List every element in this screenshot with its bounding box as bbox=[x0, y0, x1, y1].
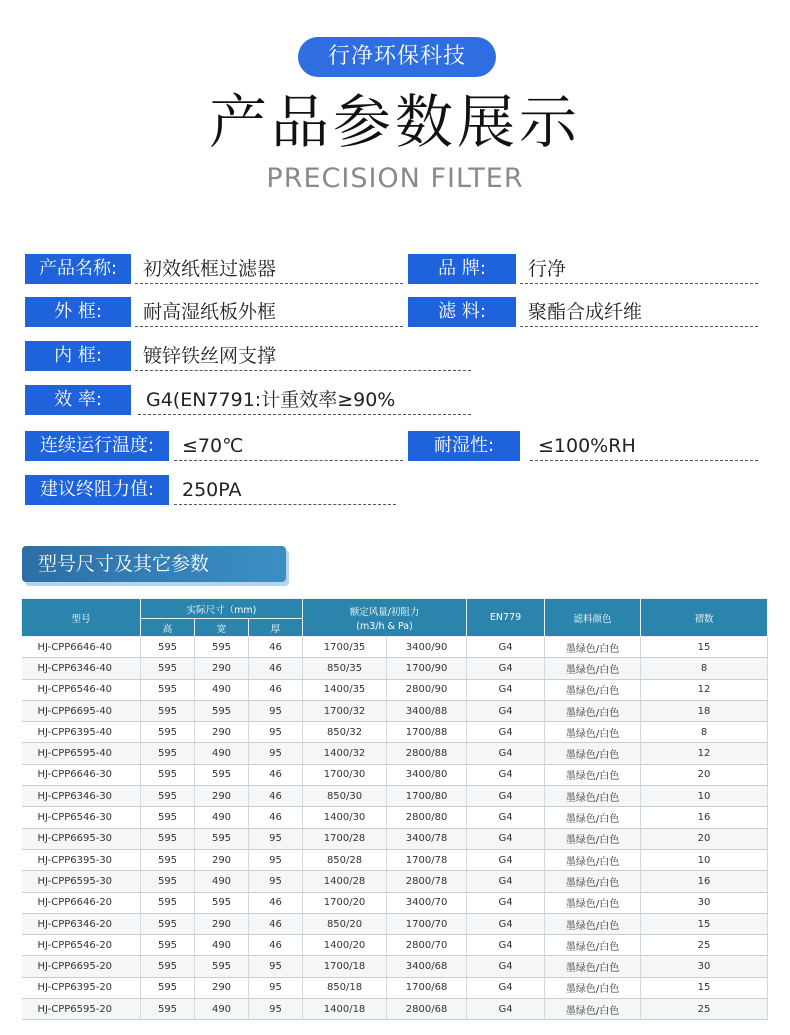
cell-en779: G4 bbox=[467, 764, 545, 785]
cell-height: 595 bbox=[141, 679, 195, 700]
cell-en779: G4 bbox=[467, 743, 545, 764]
cell-width: 290 bbox=[195, 913, 249, 934]
cell-media-color: 墨绿色/白色 bbox=[545, 999, 641, 1020]
cell-media-color: 墨绿色/白色 bbox=[545, 807, 641, 828]
header-model: 型号 bbox=[22, 599, 141, 637]
cell-en779: G4 bbox=[467, 679, 545, 700]
cell-rated-airflow: 1400/18 bbox=[303, 999, 387, 1020]
cell-width: 290 bbox=[195, 977, 249, 998]
cell-en779: G4 bbox=[467, 700, 545, 721]
spec-value-inner: 镀锌铁丝网支撑 bbox=[135, 341, 471, 371]
cell-media-color: 墨绿色/白色 bbox=[545, 956, 641, 977]
cell-pleats: 12 bbox=[641, 743, 768, 764]
cell-width: 595 bbox=[195, 956, 249, 977]
cell-en779: G4 bbox=[467, 999, 545, 1020]
cell-final-airflow: 3400/78 bbox=[387, 828, 467, 849]
table-row bbox=[22, 871, 768, 892]
cell-width: 290 bbox=[195, 658, 249, 679]
cell-depth: 46 bbox=[249, 892, 303, 913]
cell-media-color: 墨绿色/白色 bbox=[545, 828, 641, 849]
cell-pleats: 20 bbox=[641, 828, 768, 849]
cell-height: 595 bbox=[141, 637, 195, 658]
cell-rated-airflow: 1700/28 bbox=[303, 828, 387, 849]
cell-height: 595 bbox=[141, 658, 195, 679]
spec-value-humidity: ≤100%RH bbox=[530, 431, 758, 461]
cell-media-color: 墨绿色/白色 bbox=[545, 764, 641, 785]
header-airflow bbox=[303, 599, 467, 637]
cell-height: 595 bbox=[141, 828, 195, 849]
cell-final-airflow: 2800/78 bbox=[387, 871, 467, 892]
cell-media-color: 墨绿色/白色 bbox=[545, 913, 641, 934]
cell-model: HJ-CPP6346-40 bbox=[22, 658, 141, 679]
table-row bbox=[22, 892, 768, 913]
header-width: 宽 bbox=[195, 619, 249, 637]
cell-rated-airflow: 1700/20 bbox=[303, 892, 387, 913]
cell-pleats: 10 bbox=[641, 786, 768, 807]
cell-en779: G4 bbox=[467, 935, 545, 956]
spec-label-brand: 品 牌: bbox=[408, 254, 516, 284]
section-title: 型号尺寸及其它参数 bbox=[22, 546, 286, 582]
cell-height: 595 bbox=[141, 764, 195, 785]
cell-pleats: 30 bbox=[641, 956, 768, 977]
cell-depth: 46 bbox=[249, 786, 303, 807]
cell-height: 595 bbox=[141, 999, 195, 1020]
spec-value-temperature: ≤70℃ bbox=[174, 431, 403, 461]
cell-en779: G4 bbox=[467, 892, 545, 913]
cell-width: 595 bbox=[195, 637, 249, 658]
cell-en779: G4 bbox=[467, 956, 545, 977]
cell-depth: 46 bbox=[249, 637, 303, 658]
cell-width: 490 bbox=[195, 679, 249, 700]
cell-pleats: 16 bbox=[641, 807, 768, 828]
cell-rated-airflow: 1700/18 bbox=[303, 956, 387, 977]
table-row bbox=[22, 828, 768, 849]
header-airflow-title: 额定风量/初阻力 bbox=[349, 606, 420, 618]
spec-label-name: 产品名称: bbox=[25, 254, 131, 284]
spec-value-brand: 行净 bbox=[520, 254, 758, 284]
cell-height: 595 bbox=[141, 722, 195, 743]
cell-final-airflow: 1700/88 bbox=[387, 722, 467, 743]
cell-height: 595 bbox=[141, 935, 195, 956]
spec-label-humidity: 耐湿性: bbox=[408, 431, 520, 461]
table-row bbox=[22, 999, 768, 1020]
cell-media-color: 墨绿色/白色 bbox=[545, 679, 641, 700]
cell-pleats: 25 bbox=[641, 999, 768, 1020]
spec-label-temperature: 连续运行温度: bbox=[25, 431, 169, 461]
cell-final-airflow: 3400/70 bbox=[387, 892, 467, 913]
cell-en779: G4 bbox=[467, 807, 545, 828]
cell-media-color: 墨绿色/白色 bbox=[545, 849, 641, 870]
cell-en779: G4 bbox=[467, 658, 545, 679]
cell-width: 595 bbox=[195, 892, 249, 913]
cell-width: 290 bbox=[195, 786, 249, 807]
table-row bbox=[22, 743, 768, 764]
cell-width: 290 bbox=[195, 722, 249, 743]
cell-en779: G4 bbox=[467, 828, 545, 849]
cell-depth: 95 bbox=[249, 700, 303, 721]
cell-en779: G4 bbox=[467, 913, 545, 934]
cell-width: 490 bbox=[195, 807, 249, 828]
table-row bbox=[22, 722, 768, 743]
cell-rated-airflow: 850/35 bbox=[303, 658, 387, 679]
spec-value-media: 聚酯合成纤维 bbox=[520, 297, 758, 327]
table-row bbox=[22, 700, 768, 721]
cell-height: 595 bbox=[141, 977, 195, 998]
cell-en779: G4 bbox=[467, 722, 545, 743]
table-row bbox=[22, 786, 768, 807]
cell-pleats: 16 bbox=[641, 871, 768, 892]
header-media-color: 滤料颜色 bbox=[545, 599, 641, 637]
cell-pleats: 20 bbox=[641, 764, 768, 785]
cell-depth: 46 bbox=[249, 764, 303, 785]
cell-width: 595 bbox=[195, 828, 249, 849]
table-row bbox=[22, 658, 768, 679]
cell-depth: 46 bbox=[249, 658, 303, 679]
header-airflow-unit: (m3/h & Pa) bbox=[356, 620, 413, 632]
header-height: 高 bbox=[141, 619, 195, 637]
cell-depth: 95 bbox=[249, 722, 303, 743]
cell-final-airflow: 3400/68 bbox=[387, 956, 467, 977]
cell-pleats: 30 bbox=[641, 892, 768, 913]
cell-media-color: 墨绿色/白色 bbox=[545, 700, 641, 721]
cell-final-airflow: 1700/70 bbox=[387, 913, 467, 934]
table-row bbox=[22, 849, 768, 870]
cell-model: HJ-CPP6595-40 bbox=[22, 743, 141, 764]
model-table-body bbox=[22, 637, 768, 1020]
cell-pleats: 8 bbox=[641, 722, 768, 743]
cell-width: 490 bbox=[195, 743, 249, 764]
cell-media-color: 墨绿色/白色 bbox=[545, 743, 641, 764]
table-row bbox=[22, 977, 768, 998]
cell-pleats: 10 bbox=[641, 849, 768, 870]
cell-width: 595 bbox=[195, 700, 249, 721]
cell-pleats: 12 bbox=[641, 679, 768, 700]
page-subtitle: PRECISION FILTER bbox=[266, 163, 524, 194]
cell-depth: 46 bbox=[249, 935, 303, 956]
cell-model: HJ-CPP6695-20 bbox=[22, 956, 141, 977]
cell-depth: 95 bbox=[249, 977, 303, 998]
cell-rated-airflow: 1700/32 bbox=[303, 700, 387, 721]
cell-width: 490 bbox=[195, 999, 249, 1020]
cell-model: HJ-CPP6395-40 bbox=[22, 722, 141, 743]
cell-final-airflow: 1700/80 bbox=[387, 786, 467, 807]
header-en779: EN779 bbox=[467, 599, 545, 637]
cell-depth: 95 bbox=[249, 828, 303, 849]
cell-rated-airflow: 1400/28 bbox=[303, 871, 387, 892]
cell-final-airflow: 2800/80 bbox=[387, 807, 467, 828]
cell-en779: G4 bbox=[467, 871, 545, 892]
cell-height: 595 bbox=[141, 871, 195, 892]
cell-model: HJ-CPP6395-20 bbox=[22, 977, 141, 998]
spec-label-efficiency: 效 率: bbox=[25, 385, 131, 415]
cell-en779: G4 bbox=[467, 786, 545, 807]
cell-height: 595 bbox=[141, 892, 195, 913]
cell-final-airflow: 1700/90 bbox=[387, 658, 467, 679]
cell-final-airflow: 3400/88 bbox=[387, 700, 467, 721]
cell-model: HJ-CPP6546-30 bbox=[22, 807, 141, 828]
header-pleats: 褶数 bbox=[641, 599, 768, 637]
cell-width: 595 bbox=[195, 764, 249, 785]
cell-en779: G4 bbox=[467, 849, 545, 870]
spec-label-frame: 外 框: bbox=[25, 297, 131, 327]
cell-height: 595 bbox=[141, 743, 195, 764]
cell-en779: G4 bbox=[467, 637, 545, 658]
cell-pleats: 25 bbox=[641, 935, 768, 956]
cell-media-color: 墨绿色/白色 bbox=[545, 892, 641, 913]
spec-value-frame: 耐高湿纸板外框 bbox=[135, 297, 403, 327]
spec-value-name: 初效纸框过滤器 bbox=[135, 254, 403, 284]
cell-model: HJ-CPP6546-20 bbox=[22, 935, 141, 956]
table-row bbox=[22, 807, 768, 828]
cell-model: HJ-CPP6346-30 bbox=[22, 786, 141, 807]
cell-rated-airflow: 850/30 bbox=[303, 786, 387, 807]
cell-height: 595 bbox=[141, 786, 195, 807]
cell-depth: 95 bbox=[249, 999, 303, 1020]
cell-en779: G4 bbox=[467, 977, 545, 998]
cell-pleats: 8 bbox=[641, 658, 768, 679]
page-title: 产品参数展示 bbox=[208, 88, 581, 156]
cell-pleats: 18 bbox=[641, 700, 768, 721]
table-row bbox=[22, 935, 768, 956]
cell-height: 595 bbox=[141, 913, 195, 934]
table-row bbox=[22, 637, 768, 658]
cell-rated-airflow: 850/18 bbox=[303, 977, 387, 998]
cell-pleats: 15 bbox=[641, 913, 768, 934]
cell-width: 490 bbox=[195, 871, 249, 892]
header-size: 实际尺寸（mm) bbox=[141, 599, 303, 619]
spec-label-inner: 内 框: bbox=[25, 341, 131, 371]
cell-rated-airflow: 850/28 bbox=[303, 849, 387, 870]
cell-media-color: 墨绿色/白色 bbox=[545, 722, 641, 743]
cell-model: HJ-CPP6695-40 bbox=[22, 700, 141, 721]
cell-depth: 46 bbox=[249, 807, 303, 828]
cell-rated-airflow: 1700/30 bbox=[303, 764, 387, 785]
spec-label-resistance: 建议终阻力值: bbox=[25, 475, 169, 505]
cell-depth: 95 bbox=[249, 849, 303, 870]
cell-rated-airflow: 1400/32 bbox=[303, 743, 387, 764]
cell-final-airflow: 2800/70 bbox=[387, 935, 467, 956]
spec-label-media: 滤 料: bbox=[408, 297, 516, 327]
cell-final-airflow: 2800/88 bbox=[387, 743, 467, 764]
cell-depth: 95 bbox=[249, 956, 303, 977]
cell-model: HJ-CPP6595-30 bbox=[22, 871, 141, 892]
cell-model: HJ-CPP6546-40 bbox=[22, 679, 141, 700]
cell-model: HJ-CPP6646-30 bbox=[22, 764, 141, 785]
cell-model: HJ-CPP6646-40 bbox=[22, 637, 141, 658]
cell-model: HJ-CPP6395-30 bbox=[22, 849, 141, 870]
cell-final-airflow: 2800/68 bbox=[387, 999, 467, 1020]
cell-rated-airflow: 1400/35 bbox=[303, 679, 387, 700]
cell-width: 490 bbox=[195, 935, 249, 956]
cell-final-airflow: 3400/80 bbox=[387, 764, 467, 785]
brand-badge: 行净环保科技 bbox=[298, 37, 496, 77]
cell-media-color: 墨绿色/白色 bbox=[545, 871, 641, 892]
cell-rated-airflow: 850/20 bbox=[303, 913, 387, 934]
cell-depth: 95 bbox=[249, 743, 303, 764]
cell-rated-airflow: 1400/20 bbox=[303, 935, 387, 956]
cell-final-airflow: 3400/90 bbox=[387, 637, 467, 658]
spec-value-resistance: 250PA bbox=[174, 475, 396, 505]
spec-value-efficiency: G4(EN7791:计重效率≥90% bbox=[138, 385, 471, 415]
table-row bbox=[22, 913, 768, 934]
cell-model: HJ-CPP6346-20 bbox=[22, 913, 141, 934]
cell-model: HJ-CPP6595-20 bbox=[22, 999, 141, 1020]
cell-media-color: 墨绿色/白色 bbox=[545, 658, 641, 679]
cell-height: 595 bbox=[141, 849, 195, 870]
cell-pleats: 15 bbox=[641, 637, 768, 658]
cell-model: HJ-CPP6646-20 bbox=[22, 892, 141, 913]
header-depth: 厚 bbox=[249, 619, 303, 637]
model-table bbox=[21, 598, 768, 1020]
cell-media-color: 墨绿色/白色 bbox=[545, 786, 641, 807]
cell-depth: 95 bbox=[249, 871, 303, 892]
table-row bbox=[22, 679, 768, 700]
cell-media-color: 墨绿色/白色 bbox=[545, 977, 641, 998]
table-row bbox=[22, 764, 768, 785]
cell-depth: 46 bbox=[249, 913, 303, 934]
cell-height: 595 bbox=[141, 956, 195, 977]
cell-height: 595 bbox=[141, 807, 195, 828]
cell-width: 290 bbox=[195, 849, 249, 870]
cell-media-color: 墨绿色/白色 bbox=[545, 935, 641, 956]
table-row bbox=[22, 956, 768, 977]
cell-height: 595 bbox=[141, 700, 195, 721]
cell-rated-airflow: 1400/30 bbox=[303, 807, 387, 828]
cell-final-airflow: 2800/90 bbox=[387, 679, 467, 700]
cell-final-airflow: 1700/78 bbox=[387, 849, 467, 870]
cell-final-airflow: 1700/68 bbox=[387, 977, 467, 998]
cell-model: HJ-CPP6695-30 bbox=[22, 828, 141, 849]
cell-rated-airflow: 850/32 bbox=[303, 722, 387, 743]
cell-depth: 46 bbox=[249, 679, 303, 700]
cell-pleats: 15 bbox=[641, 977, 768, 998]
cell-media-color: 墨绿色/白色 bbox=[545, 637, 641, 658]
cell-rated-airflow: 1700/35 bbox=[303, 637, 387, 658]
model-table-wrapper bbox=[21, 598, 767, 1020]
